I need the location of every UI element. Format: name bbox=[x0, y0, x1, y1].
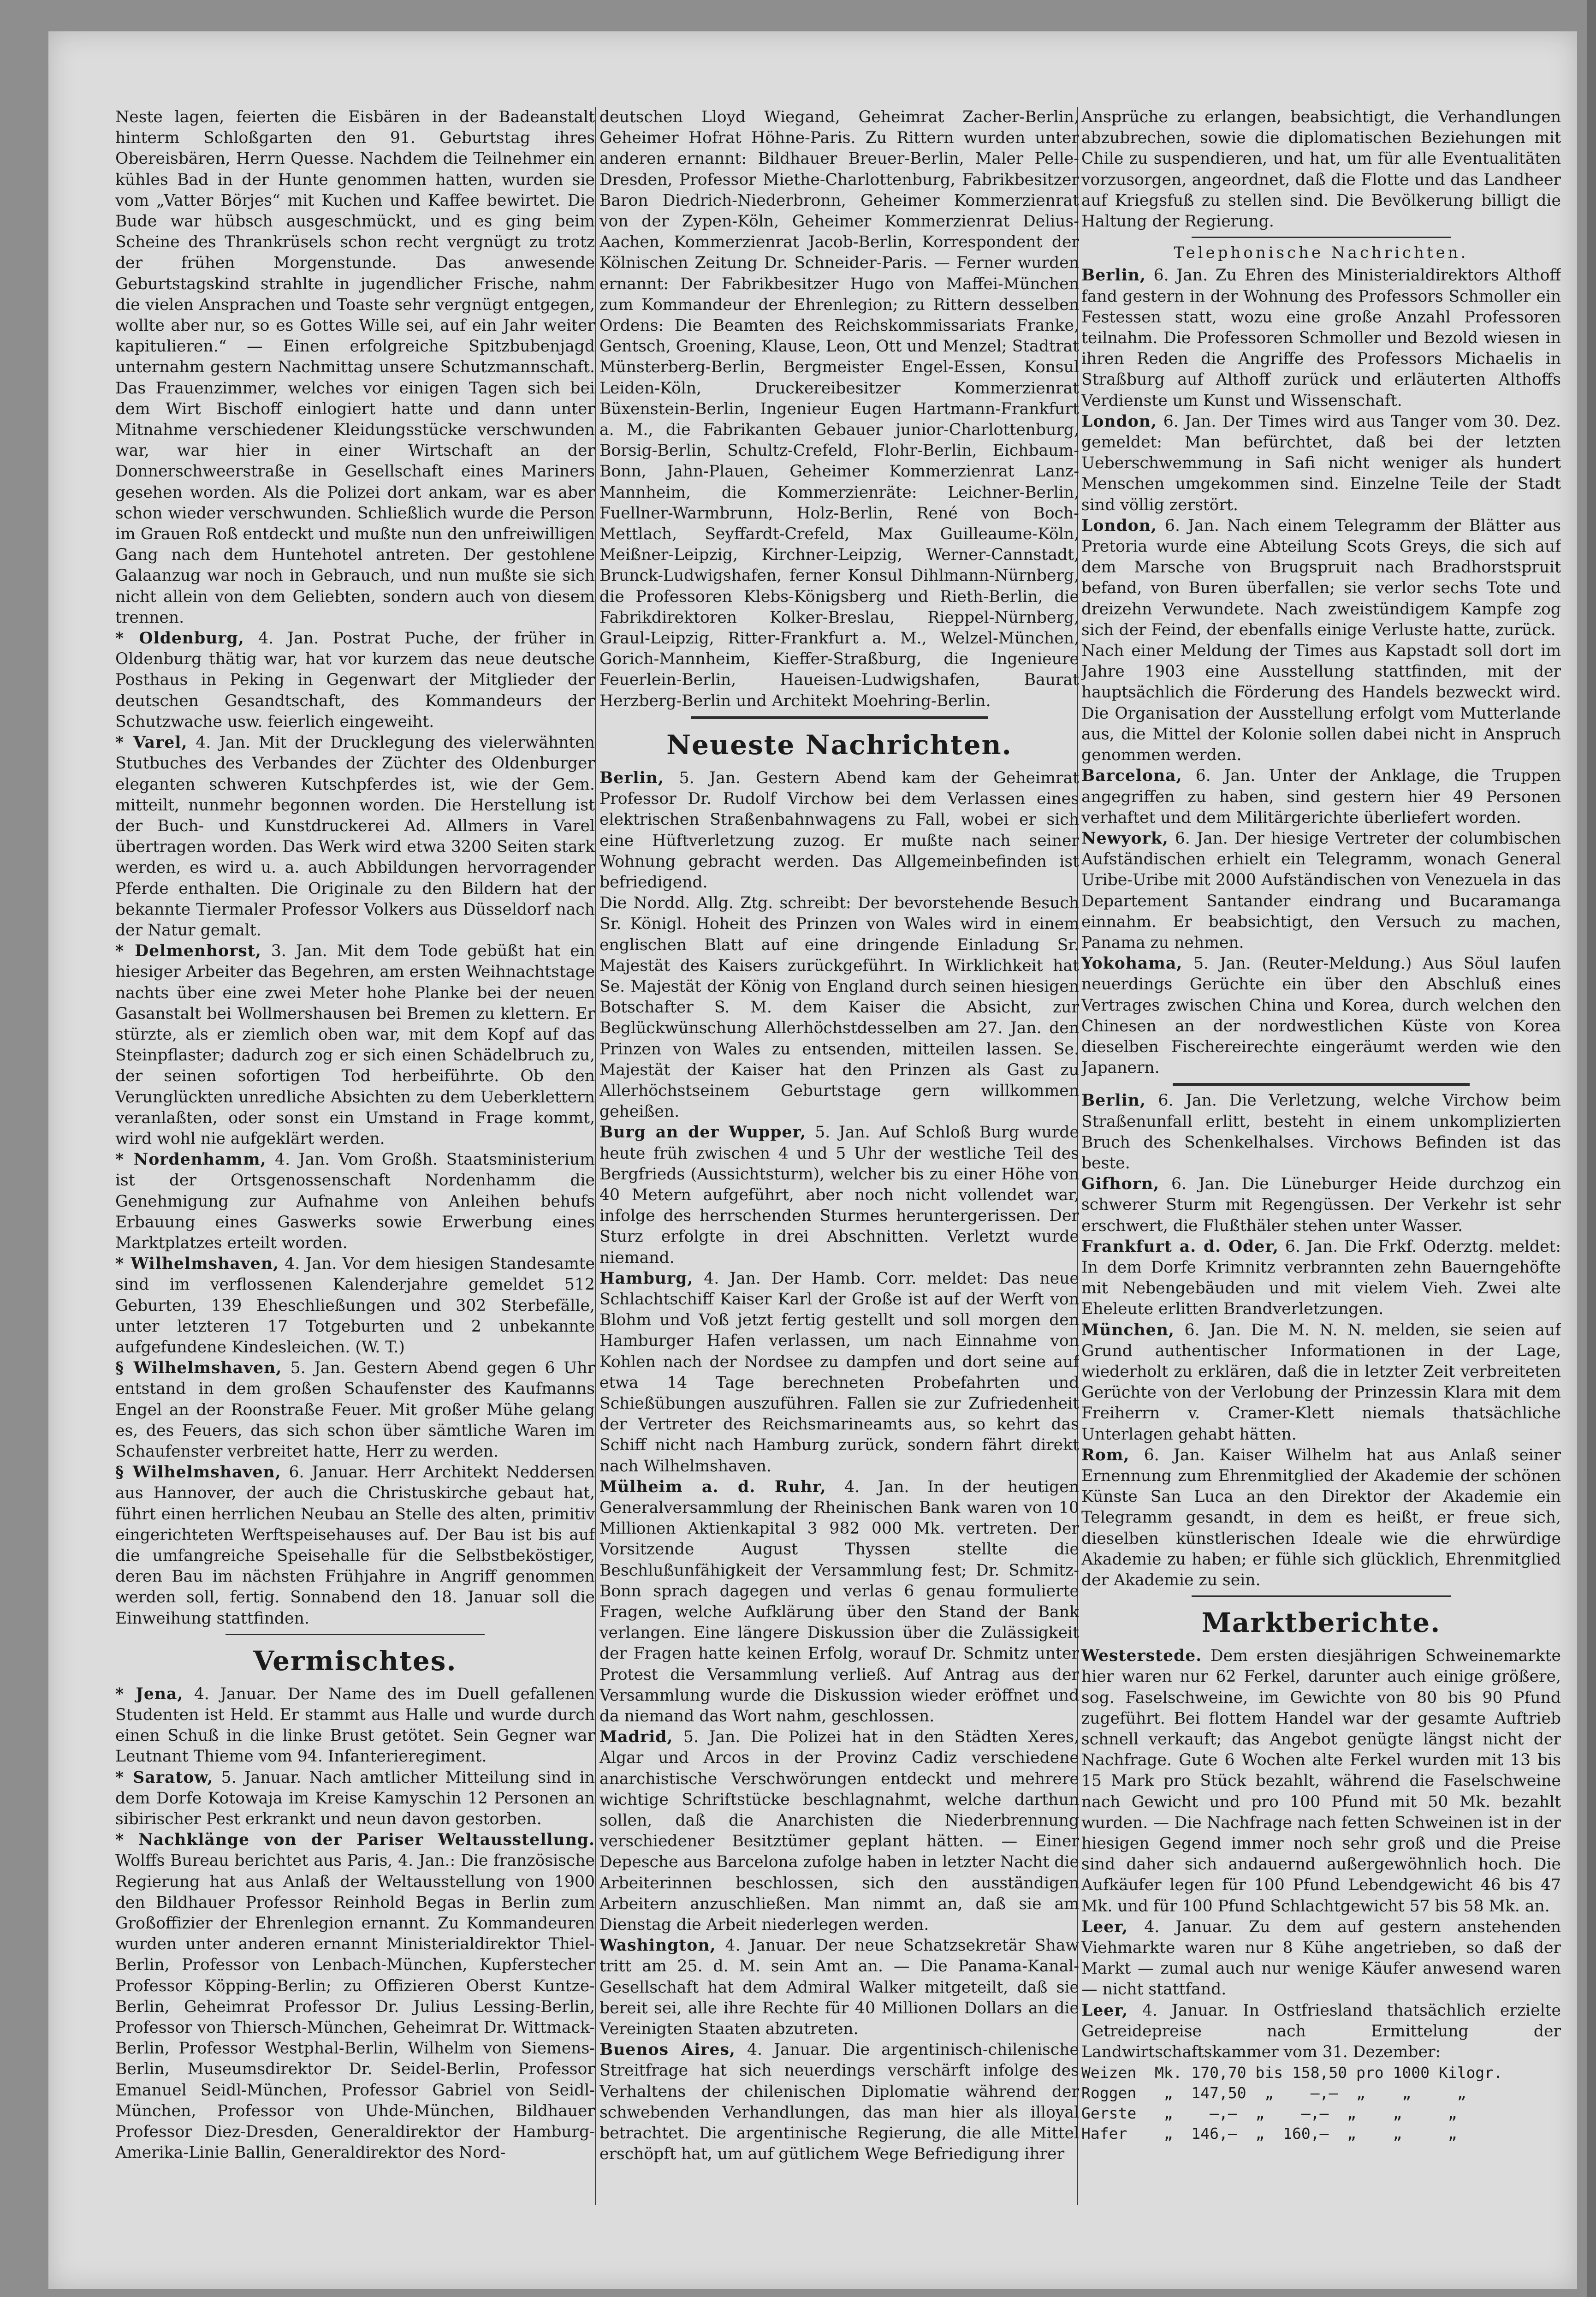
paragraph-text: 4. Jan. Vom Großh. Staatsministerium ist der Ortsgenossenschaft Nordenhamm die Genehmigung zur Aufnahme von Anleihen behufs Erbauung eines Gaswerks sowie Erwerbung eines Marktplatzes erteilt worden. bbox=[115, 1150, 595, 1252]
dateline: Rom, bbox=[1081, 1446, 1130, 1464]
paragraph-text: Nach einer Meldung der Times aus Kapstadt soll dort im Jahre 1903 eine Ausstellung stattfinden, mit der hauptsächlich die Förderung des Handels bezweckt wird. Die Organisation der Ausstellung erfolgt vom Mutterlande aus, die Mittel der Kolonie sollen dabei nicht in Anspruch genommen werden. bbox=[1081, 642, 1561, 765]
dateline: * Jena, bbox=[115, 1684, 184, 1703]
dateline: London, bbox=[1081, 412, 1157, 431]
dateline: London, bbox=[1081, 516, 1157, 535]
dateline: Barcelona, bbox=[1081, 767, 1182, 786]
dateline: Berlin, bbox=[599, 768, 664, 787]
paragraph-text: 6. Jan. Die Lüneburger Heide durchzog ein schwerer Sturm mit Regengüssen. Der Verkehr ist sehr erschwert, die Flußthäler stehen unter Wasser. bbox=[1081, 1175, 1561, 1235]
paragraph-text: 6. Jan. Der hiesige Vertreter der columbischen Aufständischen erhielt ein Telegramm, wonach General Uribe-Uribe mit 2000 Aufständischen von Venezuela in das Departement Santander eindrang und Bucaramanga einnahm. Er beabsichtigt, den Versuch zu machen, Panama zu nehmen. bbox=[1081, 829, 1561, 952]
article-paragraph bbox=[115, 1684, 595, 1767]
article-paragraph bbox=[1081, 1237, 1561, 1320]
article-paragraph bbox=[1081, 953, 1561, 1078]
dateline: Berlin, bbox=[1081, 266, 1146, 285]
paragraph-text: Dem ersten diesjährigen Schweinemarkte hier waren nur 62 Ferkel, darunter auch einige größere, sog. Faselschweine, im Gewichte von 80 bis 90 Pfund zugeführt. Bei flottem Handel war der gesamte Auftrieb schnell verkauft; das Angebot genügte längst nicht der Nachfrage. Gute 6 Wochen alte Ferkel wurden mit 13 bis 15 Mark pro Stück bezahlt, während die Faselschweine nach Gewicht und pro 100 Pfund mit 50 Mk. bezahlt wurden. — Die Nachfrage nach fetten Schweinen ist in der hiesigen Gegend immer noch sehr groß und die Preise sind daher sich andauernd außergewöhnlich hoch. Die Aufkäufer legen für 100 Pfund Lebendgewicht 46 bis 47 Mk. und für 100 Pfund Schlachtgewicht 57 bis 58 Mk. an. bbox=[1081, 1647, 1561, 1916]
paragraph-text: 4. Jan. Vor dem hiesigen Standesamte sind im verflossenen Kalenderjahre gemeldet 512 Geburten, 139 Eheschließungen und 302 Sterbefälle, unter letzteren 17 Totgeburten und 2 unbekannte aufgefundene Kindesleichen. (W. T.) bbox=[115, 1255, 595, 1357]
dateline: * Nachklänge von der Pariser Weltausstellung. bbox=[115, 1831, 595, 1850]
article-paragraph bbox=[115, 1767, 595, 1830]
dateline: * Oldenburg, bbox=[115, 629, 244, 648]
paragraph-text: 4. Jan. Mit der Drucklegung des vielerwähnten Stutbuches des Verbandes der Züchter des Oldenburger eleganten schweren Kutschpferdes ist, wie der Gem. mitteilt, nunmehr begonnen worden. Die Herstellung ist der Buch- und Kunstdruckerei Ad. Allmers in Varel übertragen worden. Das Werk wird etwa 3200 Seiten stark werden, es wird u. a. auch Abbildungen hervorragender Pferde enthalten. Die Originale zu den Bildern hat der bekannte Tiermaler Professor Volkers aus Düsseldorf nach der Natur gemalt. bbox=[115, 733, 595, 940]
paragraph-text: 5. Jan. Auf Schloß Burg wurde heute früh zwischen 4 und 5 Uhr der westliche Teil des Bergfrieds (Aussichtsturm), welcher bis zu einer Höhe von 40 Metern aufgeführt, aber noch nicht vollendet war, infolge des herrschenden Sturmes heruntergerissen. Der Sturz erfolgte in drei Abschnitten. Verletzt wurde niemand. bbox=[599, 1123, 1079, 1267]
grain-price-table bbox=[1081, 2063, 1561, 2144]
article-paragraph bbox=[1081, 516, 1561, 641]
article-paragraph bbox=[599, 1122, 1079, 1268]
dateline: Yokohama, bbox=[1081, 954, 1183, 973]
section-divider bbox=[1192, 237, 1451, 238]
paragraph-text: 4. Januar. Die argentinisch-chilenische Streitfrage hat sich neuerdings verschärft infolge des Verhaltens der chilenischen Diplomatie während der schwebenden Verhandlungen, das man hier als illoyal betrachtet. Die argentinische Regierung, die alle Mittel erschöpft hat, um auf gütlichem Wege Befriedigung ihrer bbox=[599, 2041, 1079, 2164]
paragraph-text: deutschen Lloyd Wiegand, Geheimrat Zacher-Berlin, Geheimer Hofrat Höhne-Paris. Zu Rittern wurden unter anderen ernannt: Bildhauer Breuer-Berlin, Maler Pelle-Dresden, Professor Miethe-Charlottenburg, Fabrikbesitzer Baron Diedrich-Niederbronn, Geheimer Kommerzienrat von der Zypen-Köln, Geheimer Kommerzienrat Delius-Aachen, Kommerzienrat Jacob-Berlin, Korrespondent der Kölnischen Zeitung Dr. Schneider-Paris. — Ferner wurden ernannt: Der Fabrikbesitzer Hugo von Maffei-München zum Kommandeur der Ehrenlegion; zu Rittern desselben Ordens: Die Beamten des Reichskommissariats Franke, Gentsch, Groening, Klause, Leon, Ott und Menzel; Stadtrat Münsterberg-Berlin, Bergmeister Engel-Essen, Konsul Leiden-Köln, Druckereibesitzer Kommerzienrat Büxenstein-Berlin, Ingenieur Eugen Hartmann-Frankfurt a. M., die Fabrikanten Gebauer junior-Charlottenburg, Borsig-Berlin, Schultz-Crefeld, Flohr-Berlin, Eichbaum-Bonn, Jahn-Plauen, Geheimer Kommerzienrat Lanz-Mannheim, die Kommerzienräte: Leichner-Berlin, Fuellner-Warmbrunn, Holz-Berlin, René von Boch-Mettlach, Seyffardt-Crefeld, Max Guilleaume-Köln, Meißner-Leipzig, Kirchner-Leipzig, Werner-Cannstadt, Brunck-Ludwigshafen, ferner Konsul Dihlmann-Nürnberg, die Professoren Klebs-Königsberg und Rieth-Berlin, die Fabrikdirektoren Kolker-Breslau, Rieppel-Nürnberg, Graul-Leipzig, Ritter-Frankfurt a. M., Welzel-München, Gorich-Mannheim, Kieffer-Straßburg, die Ingenieure Feuerlein-Berlin, Haueisen-Ludwigshafen, Baurat Herzberg-Berlin und Architekt Moehring-Berlin. bbox=[599, 108, 1079, 710]
paragraph-text: 3. Jan. Mit dem Tode gebüßt hat ein hiesiger Arbeiter das Begehren, am ersten Weihnachtstage nachts über eine zwei Meter hohe Planke bei der neuen Gasanstalt bei Wollmershausen bei Bremen zu klettern. Er stürzte, als er ziemlich oben war, mit dem Kopf auf das Steinpflaster; dadurch zog er sich einen Schädelbruch zu, der seinen sofortigen Tod herbeiführte. Ob den Verunglückten unredliche Absichten zu dem Ueberklettern veranlaßten, oder sonst ein Umstand in Frage kommt, wird wohl nie aufgeklärt werden. bbox=[115, 942, 595, 1148]
price-row: Roggen „ 147,50 „ —,— „ „ „ bbox=[1081, 2084, 1466, 2102]
article-paragraph bbox=[599, 107, 1079, 712]
article-paragraph bbox=[1081, 411, 1561, 516]
dateline: Mülheim a. d. Ruhr, bbox=[599, 1477, 826, 1496]
paragraph-text: 6. Jan. Die Verletzung, welche Virchow beim Straßenunfall erlitt, besteht in einem unkomplizierten Bruch des Schenkelhalses. Virchows Befinden ist das beste. bbox=[1081, 1091, 1561, 1172]
paragraph-text: 6. Jan. Zu Ehren des Ministerialdirektors Althoff fand gestern in der Wohnung des Professors Schmoller ein Festessen statt, wozu eine große Anzahl Professoren teilnahm. Die Professoren Schmoller und Bezold wiesen in ihren Reden die Angriffe des Professors Michaelis in Straßburg auf Althoff zurück und erläuterten Althoffs Verdienste um Kunst und Wissenschaft. bbox=[1081, 266, 1561, 410]
article-paragraph bbox=[1081, 1445, 1561, 1591]
text-column-3 bbox=[1081, 107, 1561, 2223]
paragraph-text: Neste lagen, feierten die Eisbären in der Badeanstalt hinterm Schloßgarten den 91. Geburtstag ihres Obereisbären, Herrn Quesse. Nachdem die Teilnehmer ein kühles Bad in der Hunte genommen hatten, wurden sie vom „Vatter Börjes“ mit Kuchen und Kaffee bewirtet. Die Bude war hübsch ausgeschmückt, und es ging beim Scheine des Thrankrüsels schon recht vergnügt zu trotz der frühen Morgenstunde. Das anwesende Geburtstagskind strahlte in jugendlicher Frische, nahm die vielen Ansprachen und Toaste sehr vergnügt entgegen, wollte aber nur, so es Gottes Wille sei, auf ein Jahr weiter kapitulieren.“ — Einen erfolgreiche Spitzbubenjagd unternahm gestern Nachmittag unsere Schutzmannschaft. Das Frauenzimmer, welches vor einigen Tagen sich bei dem Wirt Bischoff einlogiert hatte und dann unter Mitnahme verschiedener Kleidungsstücke verschwunden war, war hier in einer Wirtschaft an der Donnerschweerstraße in Gesellschaft eines Mariners gesehen worden. Als die Polizei dort ankam, war es aber schon wieder verschwunden. Schließlich wurde die Person im Grauen Roß entdeckt und mußte nun den unfreiwilligen Gang nach dem Huntehotel antreten. Der gestohlene Galaanzug war noch in Gebrauch, und nun mußte sie sich nicht allein von dem Geliebten, sondern auch von diesem trennen. bbox=[115, 108, 595, 627]
dateline: Leer, bbox=[1081, 2001, 1128, 2020]
paragraph-text: Ansprüche zu erlangen, beabsichtigt, die Verhandlungen abzubrechen, sowie die diplomatischen Beziehungen mit Chile zu suspendieren, und hat, um für alle Eventualitäten vorzusorgen, angeordnet, daß die Flotte und das Landheer auf Kriegsfuß zu stellen sind. Die Bevölkerung billigt die Haltung der Regierung. bbox=[1081, 108, 1561, 231]
section-divider bbox=[225, 1634, 485, 1635]
article-paragraph bbox=[1081, 1646, 1561, 1917]
article-paragraph bbox=[599, 1727, 1079, 1935]
article-paragraph bbox=[599, 1268, 1079, 1477]
article-paragraph bbox=[1081, 828, 1561, 953]
dateline: Newyork, bbox=[1081, 829, 1169, 848]
article-paragraph bbox=[1081, 2000, 1561, 2063]
text-column-2 bbox=[599, 107, 1079, 2223]
paragraph-text: 4. Januar. Der neue Schatzsekretär Shaw tritt am 25. d. M. sein Amt an. — Die Panama-Kanal-Gesellschaft hat dem Admiral Walker mitgeteilt, daß sie bereit sei, alle ihre Rechte für 40 Millionen Dollars an die Vereinigten Staaten abzutreten. bbox=[599, 1936, 1079, 2039]
price-row: Weizen Mk. 170,70 bis 158,50 pro 1000 Kilogr. bbox=[1081, 2064, 1503, 2082]
dateline: Burg an der Wupper, bbox=[599, 1123, 807, 1142]
article-paragraph bbox=[599, 1477, 1079, 1727]
section-divider bbox=[691, 716, 988, 719]
section-heading: Neueste Nachrichten. bbox=[666, 729, 1012, 761]
paragraph-text: 5. Jan. Die Polizei hat in den Städten Xeres, Algar und Arcos in der Provinz Cadiz verschiedene anarchistische Verschwörungen entdeckt und mehrere wichtige Schriftstücke beschlagnahmt, welche darthun sollen, daß die Anarchisten die Niederbrennung verschiedener Besitztümer geplant hätten. — Einer Depesche aus Barcelona zufolge haben in letzter Nacht die Arbeiterinnen beschlossen, sich den ausständigen Arbeitern anzuschließen. Man nimmt an, daß sie am Dienstag die Arbeit niederlegen werden. bbox=[599, 1728, 1079, 1934]
paragraph-text: 6. Januar. Herr Architekt Neddersen aus Hannover, der auch die Christuskirche gebaut hat, führt einen herrlichen Neubau an Stelle des alten, primitiv eingerichteten Werftspeisehauses auf. Der Bau ist bis auf die umfangreiche Speisehalle für die Selbstbeköstiger, deren Bau im nächsten Frühjahre in Angriff genommen werden soll, fertig. Sonnabend den 18. Januar soll die Einweihung stattfinden. bbox=[115, 1463, 595, 1628]
article-paragraph bbox=[115, 1254, 595, 1358]
article-paragraph bbox=[1081, 1917, 1561, 2000]
paragraph-text: Wolffs Bureau berichtet aus Paris, 4. Jan.: Die französische Regierung hat aus Anlaß der Weltausstellung von 1900 den Bildhauer Professor Reinhold Begas in Berlin zum Großoffizier der Ehrenlegion ernannt. Zu Kommandeuren wurden unter anderen ernannt Ministerialdirektor Thiel-Berlin, Professor von Lenbach-München, Kupferstecher Professor Köpping-Berlin; zu Offizieren Oberst Kuntze-Berlin, Geheimrat Professor Dr. Julius Lessing-Berlin, Professor von Thiersch-München, Geheimrat Dr. Wittmack-Berlin, Professor Westphal-Berlin, Wilhelm von Siemens-Berlin, Museumsdirektor Dr. Seidel-Berlin, Professor Emanuel Seidl-München, Professor Gabriel von Seidl-München, Professor von Uhde-München, Bildhauer Professor Diez-Dresden, Generaldirektor der Hamburg-Amerika-Linie Ballin, Generaldirektor des Nord- bbox=[115, 1851, 595, 2162]
dateline: * Nordenhamm, bbox=[115, 1150, 267, 1169]
dateline: Leer, bbox=[1081, 1917, 1128, 1936]
dateline: § Wilhelmshaven, bbox=[115, 1359, 282, 1378]
article-paragraph bbox=[1081, 107, 1561, 232]
paragraph-text: 4. Januar. Der Name des im Duell gefallenen Studenten ist Held. Er stammt aus Halle und wurde durch einen Schuß in die linke Brust getötet. Sein Gegner war Leutnant Thieme vom 94. Infanterieregiment. bbox=[115, 1684, 595, 1766]
article-paragraph bbox=[115, 1358, 595, 1462]
dateline: * Saratow, bbox=[115, 1768, 214, 1787]
article-paragraph bbox=[1081, 641, 1561, 766]
section-divider bbox=[1192, 1595, 1451, 1597]
article-paragraph bbox=[599, 2040, 1079, 2165]
paragraph-text: 4. Januar. Zu dem auf gestern anstehenden Viehmarkte waren nur 8 Kühe angetrieben, so daß der Markt — zumal auch nur wenige Käufer anwesend waren — nicht stattfand. bbox=[1081, 1917, 1561, 1999]
article-paragraph bbox=[115, 732, 595, 941]
section-heading: Vermischtes. bbox=[253, 1645, 457, 1677]
article-paragraph bbox=[1081, 1090, 1561, 1174]
article-paragraph bbox=[1081, 265, 1561, 411]
text-column-1 bbox=[115, 107, 595, 2223]
dateline: Hamburg, bbox=[599, 1269, 694, 1288]
paragraph-text: 6. Jan. Unter der Anklage, die Truppen angegriffen zu haben, sind gestern hier 49 Personen verhaftet und dem Militärgerichte überliefert worden. bbox=[1081, 767, 1561, 827]
paragraph-text: 6. Jan. Der Times wird aus Tanger vom 30. Dez. gemeldet: Man befürchtet, daß bei der letzten Ueberschwemmung in Safi nicht weniger als hundert Menschen umgekommen sind. Einzelne Teile der Stadt sind völlig zerstört. bbox=[1081, 412, 1561, 514]
paragraph-text: 6. Jan. Nach einem Telegramm der Blätter aus Pretoria wurde eine Abteilung Scots Greys, die sich auf dem Marsche von Brugspruit nach Bradhorstspruit befand, von Buren überfallen; sie verlor sechs Tote und dreizehn Verwundete. Nach zweistündigem Kampfe zog sich der Feind, der ebenfalls einige Verluste hatte, zurück. bbox=[1081, 516, 1561, 639]
dateline: München, bbox=[1081, 1321, 1175, 1339]
paragraph-text: 4. Jan. Postrat Puche, der früher in Oldenburg thätig war, hat vor kurzem das neue deutsche Posthaus in Peking in Gegenwart der Mitglieder der deutschen Gesandtschaft, des Kommandeurs der Schutzwache usw. feierlich eingeweiht. bbox=[115, 629, 595, 731]
article-paragraph bbox=[1081, 1320, 1561, 1445]
article-paragraph bbox=[115, 628, 595, 732]
article-paragraph bbox=[115, 1830, 595, 2163]
paragraph-text: 4. Jan. In der heutigen Generalversammlung der Rheinischen Bank waren von 10 Millionen Aktienkapital 3 982 000 Mk. vertreten. Der Vorsitzende August Thyssen stellte die Beschlußunfähigkeit der Versammlung fest; Dr. Schmitz-Bonn sprach dagegen und verlas 6 genau formulierte Fragen, welche Aufklärung über den Stand der Bank verlangen. Eine längere Diskussion über die Zulässigkeit der Fragen hatte keinen Erfolg, worauf Dr. Schmitz unter Protest die Versammlung verließ. Auf Antrag aus der Versammlung wurde die Diskussion wieder eröffnet und da niemand das Wort nahm, geschlossen. bbox=[599, 1477, 1079, 1726]
paragraph-text: 5. Jan. (Reuter-Meldung.) Aus Söul laufen neuerdings Gerüchte ein über den Abschluß eines Vertrages zwischen China und Korea, durch welchen den Chinesen an der nordwestlichen Küste von Korea dieselben Fischereirechte eingeräumt werden wie den Japanern. bbox=[1081, 954, 1561, 1077]
paragraph-text: 6. Jan. Die Frkf. Oderztg. meldet: In dem Dorfe Krimnitz verbrannten zehn Bauerngehöfte mit Nebengebäuden und mit vielem Vieh. Zwei alte Eheleute erlitten Brandverletzungen. bbox=[1081, 1237, 1561, 1319]
paragraph-text: 6. Jan. Die M. N. N. melden, sie seien auf Grund authentischer Informationen in der Lage, wiederholt zu erklären, daß die in letzter Zeit verbreiteten Gerüchte von der Verlobung der Prinzessin Klara mit dem Freiherrn v. Cramer-Klett niemals thatsächliche Unterlagen gehabt hätten. bbox=[1081, 1321, 1561, 1444]
paragraph-text: 5. Jan. Gestern Abend gegen 6 Uhr entstand in dem großen Schaufenster des Kaufmanns Engel an der Roonstraße Feuer. Mit großer Mühe gelang es, des Feuers, das sich schon über sämtliche Waren im Schaufenster verbreitet hatte, Herr zu werden. bbox=[115, 1359, 595, 1461]
paragraph-text: 4. Jan. Der Hamb. Corr. meldet: Das neue Schlachtschiff Kaiser Karl der Große ist auf der Werft von Blohm und Voß jetzt fertig gestellt und soll morgen den Hamburger Hafen verlassen, um nach Einnahme von Kohlen nach der Nordsee zu dampfen und dort seine auf etwa 14 Tage berechneten Probefahrten und Schießübungen auszuführen. Fallen sie zur Zufriedenheit der Vertreter des Reichsmarineamts aus, so kehrt das Schiff nicht nach Hamburg zurück, sondern fährt direkt nach Wilhelmshaven. bbox=[599, 1269, 1079, 1476]
dateline: § Wilhelmshaven, bbox=[115, 1463, 281, 1482]
article-paragraph bbox=[115, 1149, 595, 1254]
article-paragraph bbox=[115, 107, 595, 628]
dateline: Buenos Aires, bbox=[599, 2041, 736, 2059]
paragraph-text: 4. Januar. In Ostfriesland thatsächlich erzielte Getreidepreise nach Ermittelung der Landwirtschaftskammer vom 31. Dezember: bbox=[1081, 2001, 1561, 2062]
dateline: * Wilhelmshaven, bbox=[115, 1255, 279, 1273]
paragraph-text: 5. Januar. Nach amtlicher Mitteilung sind in dem Dorfe Kotowaja im Kreise Kamyschin 12 Personen an sibirischer Pest erkrankt und neun davon gestorben. bbox=[115, 1768, 595, 1829]
article-paragraph bbox=[115, 941, 595, 1149]
column-rule bbox=[595, 107, 596, 2205]
dateline: Madrid, bbox=[599, 1728, 673, 1747]
price-row: Hafer „ 146,— „ 160,— „ „ „ bbox=[1081, 2124, 1457, 2143]
article-paragraph bbox=[599, 893, 1079, 1122]
paragraph-text: 5. Jan. Gestern Abend kam der Geheimrat Professor Dr. Rudolf Virchow bei dem Verlassen eines elektrischen Straßenbahnwagens zu Fall, wobei er sich eine Hüftverletzung zuzog. Er mußte nach seiner Wohnung gebracht werden. Das Allgemeinbefinden ist befriedigend. bbox=[599, 768, 1079, 892]
dateline: Frankfurt a. d. Oder, bbox=[1081, 1237, 1279, 1256]
article-paragraph bbox=[1081, 1174, 1561, 1237]
article-paragraph bbox=[599, 1935, 1079, 2040]
page-edge bbox=[1587, 0, 1596, 2297]
dateline: * Delmenhorst, bbox=[115, 942, 261, 961]
dateline: Westerstede. bbox=[1081, 1647, 1202, 1666]
section-heading: Marktberichte. bbox=[1201, 1607, 1441, 1639]
article-paragraph bbox=[1081, 766, 1561, 828]
section-divider bbox=[1173, 1083, 1470, 1086]
dateline: Berlin, bbox=[1081, 1091, 1146, 1110]
dateline: * Varel, bbox=[115, 733, 188, 752]
dateline: Gifhorn, bbox=[1081, 1175, 1160, 1194]
price-row: Gerste „ —,— „ —,— „ „ „ bbox=[1081, 2104, 1457, 2123]
paragraph-text: 6. Jan. Kaiser Wilhelm hat aus Anlaß seiner Ernennung zum Ehrenmitglied der Akademie der schönen Künste San Luca an den Direktor der Akademie ein Telegramm gesandt, in dem es heißt, er freue sich, dieselben künstlerischen Ideale wie die ehrwürdige Akademie zu haben; er fühle sich glücklich, Ehrenmitglied der Akademie zu sein. bbox=[1081, 1446, 1561, 1590]
article-paragraph bbox=[599, 768, 1079, 893]
subsection-heading: Telephonische Nachrichten. bbox=[1174, 244, 1469, 262]
paragraph-text: Die Nordd. Allg. Ztg. schreibt: Der bevorstehende Besuch Sr. Königl. Hoheit des Prinzen von Wales wird in einem englischen Blatt auf eine dringende Einladung Sr. Majestät des Kaisers zurückgeführt. In Wirklichkeit hat Se. Majestät der König von England durch seinen hiesigen Botschafter S. M. dem Kaiser die Absicht, zur Beglückwünschung Allerhöchstdesselben am 27. Jan. den Prinzen von Wales zu entsenden, mitteilen lassen. Se. Majestät der Kaiser hat den Prinzen als Gast zu Allerhöchstseinem Geburtstage gern willkommen geheißen. bbox=[599, 894, 1079, 1121]
dateline: Washington, bbox=[599, 1936, 716, 1955]
article-paragraph bbox=[115, 1462, 595, 1629]
